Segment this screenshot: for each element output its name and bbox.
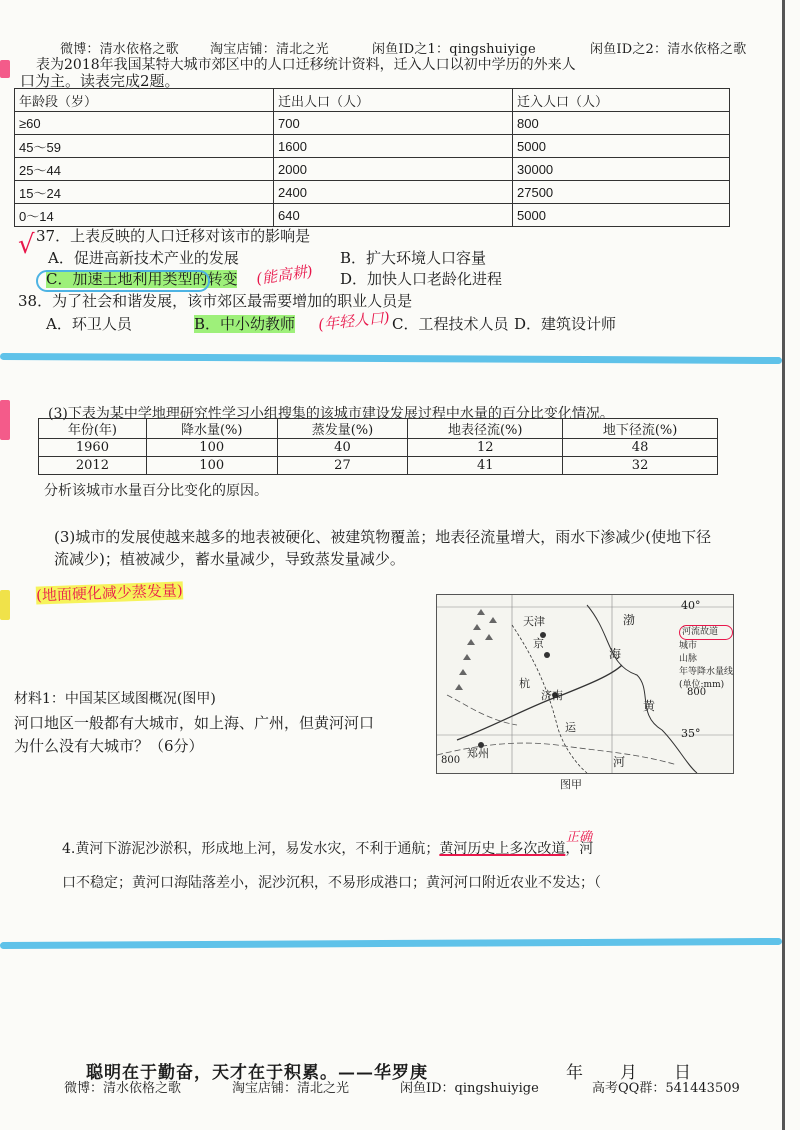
answer-4-highlight: 黄河历史上多次改道 — [439, 841, 566, 857]
question-37-stem: 37．上表反映的人口迁移对该市的影响是 — [36, 227, 311, 245]
region-map — [436, 594, 734, 774]
map-label-isohyet-800: 800 — [687, 687, 707, 698]
question-37-option-c: C．加速土地利用类型的转变 — [46, 270, 238, 288]
table-header-cell: 地下径流(%) — [563, 419, 718, 439]
footer-xianyu: 闲鱼ID：qingshuiyige — [400, 1081, 539, 1096]
map-label-yun: 运 — [565, 721, 576, 734]
question-38-option-b: B．中小幼教师 — [194, 315, 296, 333]
footer-qq: 高考QQ群：541443509 — [592, 1081, 740, 1096]
table-header-cell: 蒸发量(%) — [277, 419, 408, 439]
table-header-row — [39, 419, 718, 439]
map-label-bo: 渤 — [623, 613, 636, 627]
map-label-jing: 京 — [533, 637, 544, 650]
table-cell: 800 — [513, 112, 730, 135]
table-cell: 12 — [408, 439, 563, 457]
answer-4-line-1c: ，河 — [565, 841, 594, 857]
table-cell: 48 — [563, 439, 718, 457]
table-cell: 41 — [408, 457, 563, 475]
table-cell: 1600 — [274, 135, 513, 158]
migration-table — [14, 88, 730, 227]
material-question-line-1: 河口地区一般都有大城市，如上海、广州，但黄河河口 — [14, 714, 375, 732]
legend-city: 城市 — [679, 641, 698, 651]
isohyet-line — [447, 695, 517, 725]
map-caption: 图甲 — [560, 778, 582, 791]
map-label-zhengzhou: 郑州 — [467, 747, 489, 760]
footer-weibo: 微博：清水依格之歌 — [64, 1081, 182, 1096]
yellow-river — [457, 665, 622, 740]
intro-line-2: 口为主。读表完成2题。 — [20, 72, 180, 90]
legend-unit: (单位:mm) — [679, 680, 725, 690]
header-weibo: 微博：清水依格之歌 — [60, 42, 179, 57]
table-cell: 32 — [563, 457, 718, 475]
map-label-huang: 黄 — [643, 699, 656, 713]
table-row — [15, 204, 730, 227]
intro-line-1: 表为2018年我国某特大城市郊区中的人口迁移统计资料，迁入人口以初中学历的外来人 — [36, 57, 576, 73]
divider-line — [0, 938, 782, 949]
table-cell: 15～24 — [15, 181, 274, 204]
table-header-cell: 年龄段（岁） — [15, 89, 274, 112]
header-shop: 淘宝店铺：清北之光 — [210, 42, 329, 57]
question-37-option-d: D．加快人口老龄化进程 — [340, 270, 503, 288]
handwritten-note-water: (地面硬化减少蒸发量) — [35, 581, 184, 605]
footer-shop: 淘宝店铺：清北之光 — [232, 1081, 350, 1096]
table-cell: 27 — [277, 457, 408, 475]
handwritten-note-38: (年轻人口) — [317, 308, 391, 334]
table-cell: 0～14 — [15, 204, 274, 227]
table-header-cell: 迁出人口（人） — [274, 89, 513, 112]
table-cell: 5000 — [513, 135, 730, 158]
page-tab-marker — [0, 590, 10, 620]
table-cell: 2000 — [274, 158, 513, 181]
table-cell: 40 — [277, 439, 408, 457]
legend-isohyet: 年等降水量线 — [679, 667, 734, 677]
water-question: 分析该城市水量百分比变化的原因。 — [44, 483, 268, 499]
table-cell: 100 — [146, 457, 277, 475]
question-38-option-d: D．建筑设计师 — [514, 315, 617, 333]
question-38-stem: 38．为了社会和谐发展，该市郊区最需要增加的职业人员是 — [18, 292, 413, 310]
table-cell: 2012 — [39, 457, 147, 475]
table-header-cell: 降水量(%) — [146, 419, 277, 439]
table-cell: 700 — [274, 112, 513, 135]
answer-4-line-2: 口不稳定；黄河口海陆落差小，泥沙沉积，不易形成港口；黄河河口附近农业不发达；（ — [62, 875, 601, 891]
hand-drawn-circle — [36, 270, 210, 292]
handwritten-check-mark: √ — [18, 230, 35, 260]
table-cell: 1960 — [39, 439, 147, 457]
table-header-cell: 地表径流(%) — [408, 419, 563, 439]
table-row — [15, 181, 730, 204]
map-label-isohyet-800: 800 — [441, 755, 461, 766]
answer-4-line-1a: 4.黄河下游泥沙淤积，形成地上河，易发水灾，不利于通航； — [62, 841, 440, 857]
legend-river-old-course: 河流故道 — [679, 625, 733, 640]
table-header-cell: 年份(年) — [39, 419, 147, 439]
divider-line — [0, 353, 782, 364]
water-answer-line-2: 流减少)；植被减少，蓄水量减少，导致蒸发量减少。 — [54, 550, 405, 568]
water-answer-line-1: (3)城市的发展使越来越多的地表被硬化、被建筑物覆盖；地表径流量增大，雨水下渗减少(使地下径 — [54, 528, 712, 546]
map-legend — [679, 625, 733, 725]
header-xianyu-1: 闲鱼ID之1：qingshuiyige — [372, 42, 536, 57]
table-header-row — [15, 89, 730, 112]
table-cell: ≥60 — [15, 112, 274, 135]
water-table — [38, 418, 718, 475]
table-row — [15, 112, 730, 135]
handwritten-note-37: (能高耕) — [255, 262, 314, 288]
map-label-he: 河 — [613, 755, 626, 769]
table-cell: 5000 — [513, 204, 730, 227]
table-cell: 30000 — [513, 158, 730, 181]
page-right-edge — [782, 0, 785, 1130]
map-label-hai: 海 — [609, 647, 622, 661]
page-tab-marker — [0, 400, 10, 440]
table-row — [15, 135, 730, 158]
table-row — [39, 439, 718, 457]
question-38-option-a: A．环卫人员 — [46, 315, 132, 333]
material-question-line-2: 为什么没有大城市？（6分） — [14, 737, 204, 755]
map-label-tianjin: 天津 — [523, 615, 545, 628]
map-label-jinan: 济南 — [541, 689, 563, 702]
question-38-option-c: C．工程技术人员 — [392, 315, 509, 333]
table-cell: 2400 — [274, 181, 513, 204]
map-label-hang: 杭 — [519, 677, 530, 690]
water-intro: (3)下表为某中学地理研究性学习小组搜集的该城市建设发展过程中水量的百分比变化情况。 — [48, 406, 614, 422]
city-dot-beijing — [544, 652, 550, 658]
footer-date: 年 月 日 — [566, 1063, 692, 1083]
map-label-lat35: 35° — [681, 727, 701, 740]
question-37-option-b: B．扩大环境人口容量 — [340, 249, 487, 267]
table-cell: 100 — [146, 439, 277, 457]
table-header-cell: 迁入人口（人） — [513, 89, 730, 112]
question-37-option-a: A．促进高新技术产业的发展 — [48, 249, 239, 267]
table-cell: 45～59 — [15, 135, 274, 158]
mountain-symbols — [455, 609, 497, 690]
table-row — [39, 457, 718, 475]
table-cell: 640 — [274, 204, 513, 227]
header-xianyu-2: 闲鱼ID之2：清水依格之歌 — [590, 42, 747, 57]
table-cell: 27500 — [513, 181, 730, 204]
table-row — [15, 158, 730, 181]
map-label-lat40: 40° — [681, 599, 701, 612]
footer-motto: 聪明在于勤奋，天才在于积累。——华罗庚 — [86, 1063, 428, 1083]
legend-mountain: 山脉 — [679, 654, 698, 664]
handwritten-note-4: 正确 — [566, 830, 593, 845]
material-title: 材料1：中国某区域图概况(图甲) — [14, 691, 216, 707]
table-cell: 25～44 — [15, 158, 274, 181]
page-tab-marker — [0, 60, 10, 78]
